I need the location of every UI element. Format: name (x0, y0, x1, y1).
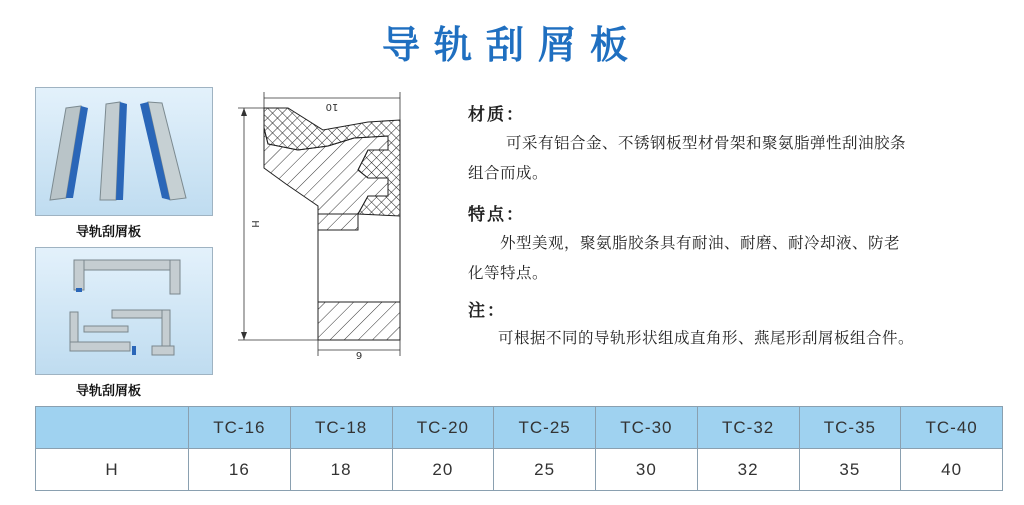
material-line-2: 组合而成。 (468, 164, 549, 182)
cross-section-drawing (228, 88, 428, 360)
table-header-cell: TC-25 (494, 407, 596, 449)
table-cell: 40 (901, 449, 1003, 491)
table-cell: 20 (392, 449, 494, 491)
table-cell: H (36, 449, 189, 491)
material-text (468, 128, 1008, 188)
features-line-2: 化等特点。 (468, 264, 549, 282)
note-text (468, 323, 1008, 353)
table-cell: 35 (799, 449, 901, 491)
table-header-row (36, 407, 1003, 449)
features-text (468, 228, 1008, 288)
table-header-cell: TC-35 (799, 407, 901, 449)
photo-caption-2: 导轨刮屑板 (76, 384, 142, 399)
table-cell: 32 (697, 449, 799, 491)
product-photo-assembled (35, 247, 213, 375)
dim-bottom-label: 6 (355, 349, 363, 360)
table-cell: 16 (189, 449, 291, 491)
wiper-plates-image (36, 248, 212, 374)
table-header-cell: TC-32 (697, 407, 799, 449)
table-cell: 30 (596, 449, 698, 491)
note-heading: 注： (468, 301, 506, 321)
table-header-cell: TC-20 (392, 407, 494, 449)
dim-height-label: H (249, 220, 260, 228)
note-line-1: 可根据不同的导轨形状组成直角形、燕尾形刮屑板组合件。 (498, 329, 915, 347)
photo-caption-1: 导轨刮屑板 (76, 225, 142, 240)
product-photo-profiles (35, 87, 213, 216)
table-header-cell: TC-30 (596, 407, 698, 449)
dim-top-label: 10 (325, 101, 339, 112)
table-cell: 25 (494, 449, 596, 491)
material-line-1: 可采有铝合金、不锈钢板型材骨架和聚氨脂弹性刮油胶条 (506, 134, 907, 152)
table-cell: 18 (290, 449, 392, 491)
features-line-1: 外型美观，聚氨脂胶条具有耐油、耐磨、耐冷却液、防老 (500, 234, 901, 252)
table-header-cell (36, 407, 189, 449)
table-header-cell: TC-40 (901, 407, 1003, 449)
table-header-cell: TC-16 (189, 407, 291, 449)
page-title: 导轨刮屑板 (381, 23, 642, 67)
spec-table (35, 406, 1003, 491)
material-heading: 材质： (468, 105, 525, 125)
wiper-profiles-image (36, 88, 212, 215)
table-header-cell: TC-18 (290, 407, 392, 449)
features-heading: 特点： (468, 205, 525, 225)
table-row (36, 449, 1003, 491)
